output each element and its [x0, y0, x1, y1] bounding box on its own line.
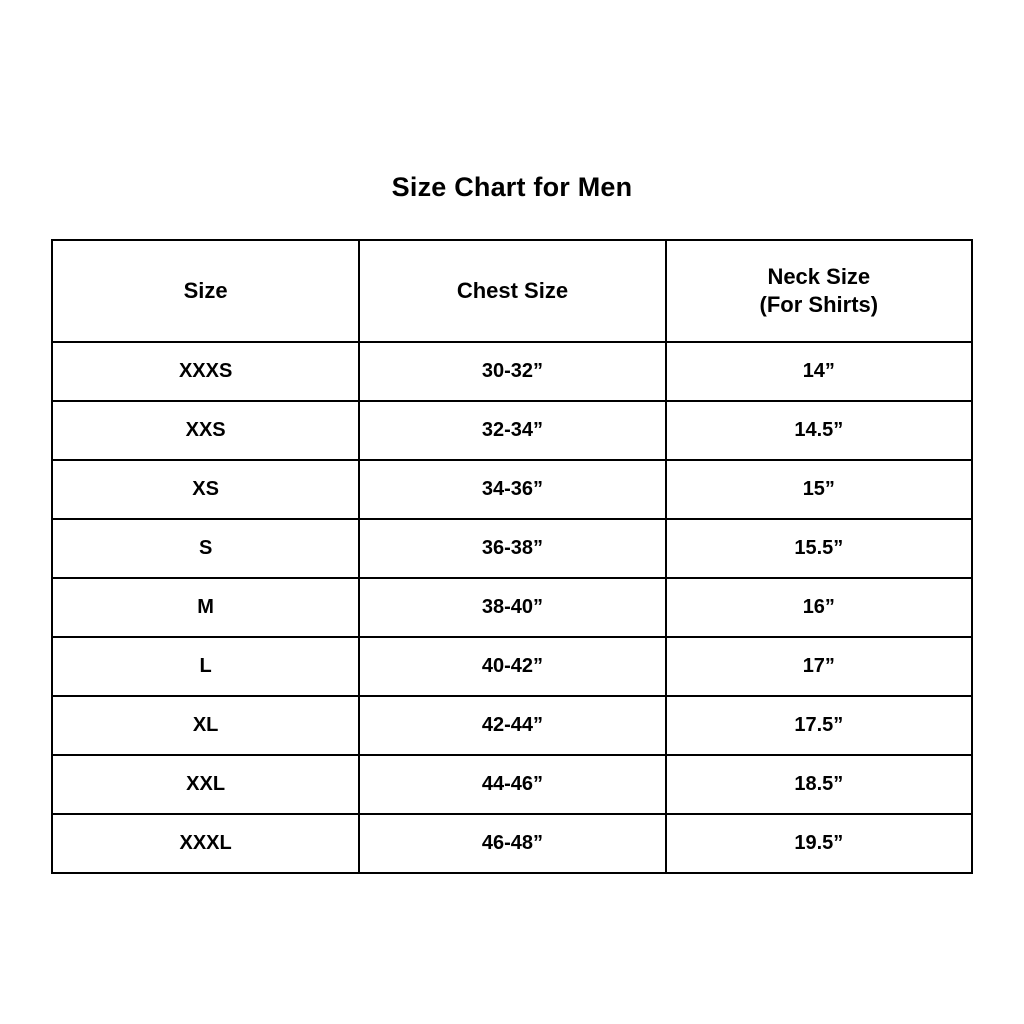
cell-neck: 18.5”: [666, 755, 972, 814]
column-header-neck-size-sublabel: (For Shirts): [759, 292, 879, 317]
table-header: [52, 240, 972, 342]
cell-neck: 14.5”: [666, 401, 972, 460]
table-row: [52, 637, 972, 696]
cell-chest: 32-34”: [359, 401, 665, 460]
cell-size: M: [52, 578, 359, 637]
cell-neck: 15”: [666, 460, 972, 519]
column-header-neck-size-label: Neck Size: [767, 263, 871, 289]
cell-chest: 30-32”: [359, 342, 665, 401]
table-row: [52, 401, 972, 460]
cell-neck: 17.5”: [666, 696, 972, 755]
size-chart-table: [51, 239, 973, 874]
cell-chest: 36-38”: [359, 519, 665, 578]
cell-size: XS: [52, 460, 359, 519]
column-header-size-label: Size: [183, 277, 228, 303]
table-row: [52, 342, 972, 401]
cell-neck: 17”: [666, 637, 972, 696]
column-header-chest-size-label: Chest Size: [456, 277, 569, 303]
table-row: [52, 578, 972, 637]
table-row: [52, 696, 972, 755]
cell-chest: 46-48”: [359, 814, 665, 873]
page-title: Size Chart for Men: [391, 172, 633, 202]
cell-chest: 38-40”: [359, 578, 665, 637]
table-row: [52, 519, 972, 578]
column-header-neck-size: [666, 240, 972, 342]
cell-chest: 44-46”: [359, 755, 665, 814]
cell-size: S: [52, 519, 359, 578]
cell-size: XXXS: [52, 342, 359, 401]
table-body: [52, 342, 972, 873]
cell-size: XXL: [52, 755, 359, 814]
column-header-size: [52, 240, 359, 342]
table-row: [52, 814, 972, 873]
cell-size: XXXL: [52, 814, 359, 873]
cell-neck: 19.5”: [666, 814, 972, 873]
cell-neck: 16”: [666, 578, 972, 637]
size-chart-table-wrapper: [51, 239, 973, 874]
cell-size: L: [52, 637, 359, 696]
cell-neck: 15.5”: [666, 519, 972, 578]
cell-neck: 14”: [666, 342, 972, 401]
table-header-row: [52, 240, 972, 342]
cell-chest: 34-36”: [359, 460, 665, 519]
column-header-chest-size: [359, 240, 665, 342]
cell-size: XL: [52, 696, 359, 755]
table-row: [52, 755, 972, 814]
cell-chest: 42-44”: [359, 696, 665, 755]
cell-size: XXS: [52, 401, 359, 460]
table-row: [52, 460, 972, 519]
cell-chest: 40-42”: [359, 637, 665, 696]
